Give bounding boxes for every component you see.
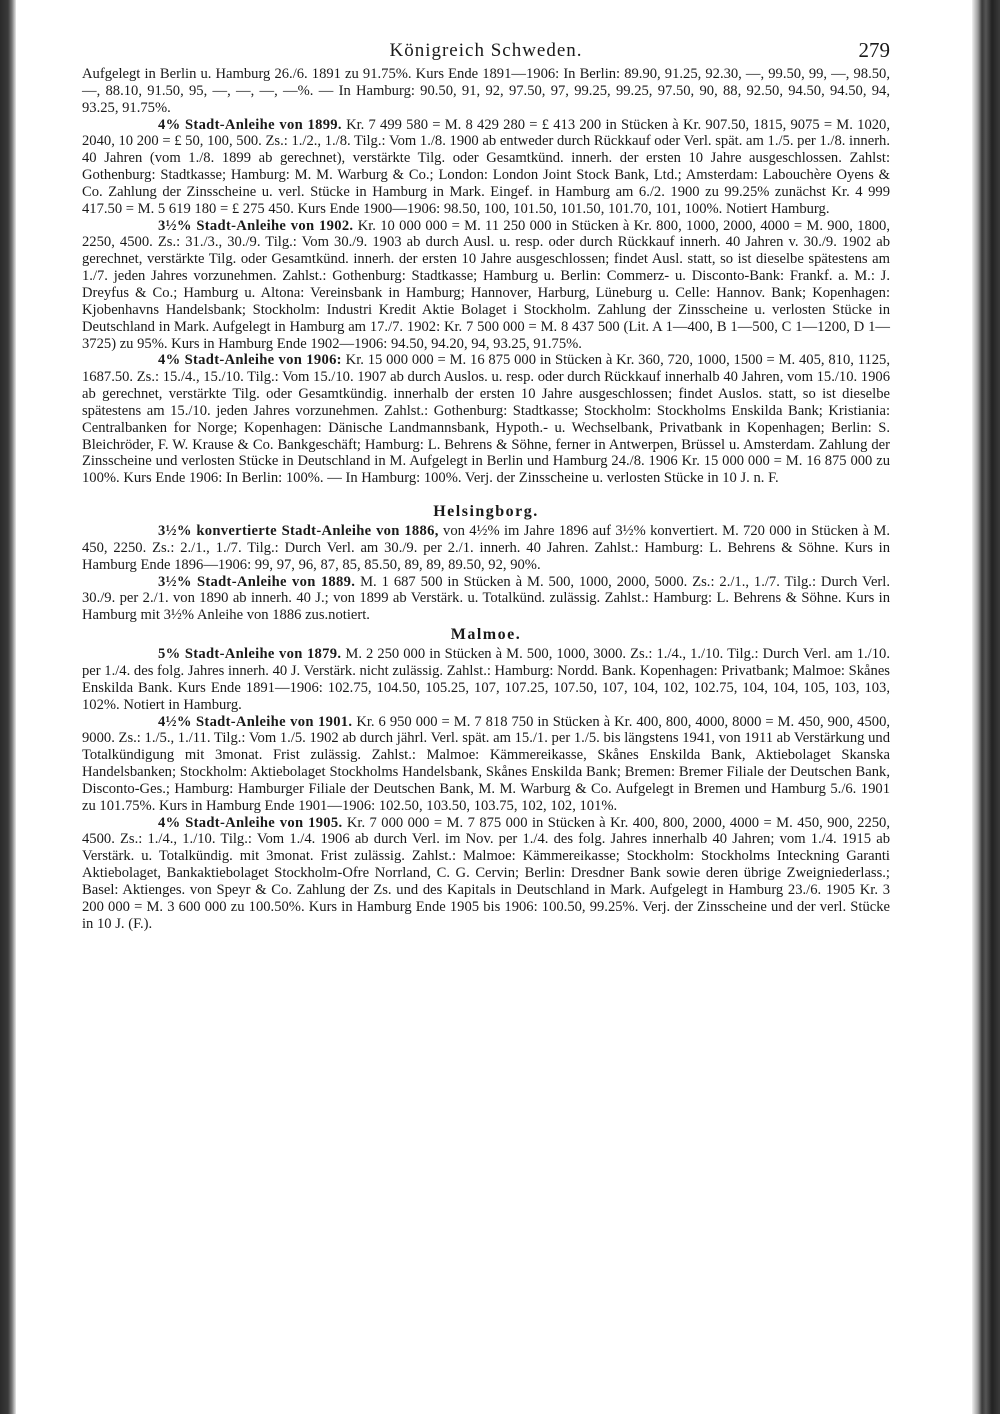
- entry-text: Kr. 10 000 000 = M. 11 250 000 in Stücken à Kr. 800, 1000, 2000, 4000 = M. 900, 1800, 2250, 4500. Zs.: 31./3., 30./9. Tilg.: Vom 30./9. 1903 ab durch Ausl. u. resp. oder durch Rückkauf innerh. 40 Jahren v. 30./9. 1902 ab gerechnet, verstärkte Tilg. oder Gesamtkünd. innerh. der ersten 10 Jahre ausgeschlossen; findet Ausl. statt, so ist dieselbe spätestens am 1./7. jeden Jahres vorzunehmen. Zahlst.: Gothenburg: Stadtkasse; Hamburg u. Berlin: Commerz- u. Disconto-Bank: Frankf. a. M.: J. Dreyfus & Co.; Hamburg u. Altona: Vereinsbank in Hamburg; Hannover, Harburg, Lüneburg u. Celle: Hannov. Bank; Kopenhagen: Kjobenhavns Handelsbank; Stockholm: Industri Kredit Aktie Bolaget i Stockholm. Zahlung der Zinsscheine u. verlosten Stücke in Deutschland in Mark. Aufgelegt in Hamburg am 17./7. 1902: Kr. 7 500 000 = M. 8 437 500 (Lit. A 1—400, B 1—500, C 1—1200, D 1—3725) zu 95%. Kurs in Hamburg Ende 1902—1906: 94.50, 94.20, 94, 93.25, 91.75%.: [82, 217, 890, 352]
- entry-title: 3½% konvertierte Stadt-Anleihe von 1886,: [158, 523, 439, 540]
- entry-title: 4% Stadt-Anleihe von 1899.: [158, 116, 342, 133]
- entry-stadt-anleihe-1906: [82, 352, 890, 487]
- entry-helsingborg-1886: [82, 523, 890, 574]
- entry-text: Kr. 6 950 000 = M. 7 818 750 in Stücken à Kr. 400, 800, 4000, 8000 = M. 450, 900, 4500, 9000. Zs.: 1./5., 1./11. Tilg.: Vom 1./5. 1902 ab durch jährl. Verl. spät. am 15./1. per 1./5. bis längstens 1941, von 1911 ab Verstärkung und Totalkündigung mit 3monat. Frist zulässig. Zahlst.: Malmoe: Kämmereikasse, Skånes Enskilda Bank, Aktiebolaget Skanska Handelsbanken; Stockholm: Aktiebolaget Stockholms Handelsbank, Skånes Enskilda Bank; Bremen: Bremer Filiale der Deutschen Bank, Disconto-Ges.; Hamburg: Hamburger Filiale der Deutschen Bank, M. M. Warburg & Co. Aufgelegt in Bremen und Hamburg 5./6. 1901 zu 101.75%. Kurs in Hamburg Ende 1901—1906: 102.50, 103.50, 103.75, 102, 102, 101%.: [82, 713, 891, 814]
- intro-paragraph: Aufgelegt in Berlin u. Hamburg 26./6. 1891 zu 91.75%. Kurs Ende 1891—1906: In Berlin: 89.90, 91.25, 92.30, —, 99.50, 99, —, 98.50, —, 88.10, 91.50, 95, —, —, —, —%. — In Hamburg: 90.50, 91, 92, 97.50, 97, 99.25, 99.25, 97.50, 90, 88, 92.50, 94.50, 94.50, 94, 93.25, 91.75%.: [82, 66, 890, 116]
- entry-title: 4% Stadt-Anleihe von 1905.: [158, 814, 343, 831]
- section-heading-helsingborg: Helsingborg.: [433, 503, 539, 521]
- entry-title: 3½% Stadt-Anleihe von 1889.: [158, 573, 356, 590]
- scan-edge-left: [0, 0, 16, 1414]
- entry-text: M. 1 687 500 in Stücken à M. 500, 1000, 2000, 5000. Zs.: 2./1., 1./7. Tilg.: Durch Verl. 30./9. per 2./1. von 1890 ab innerh. 40 J.; von 1899 ab Verstärk. u. Totalkünd. zulässig. Zahlst.: Hamburg: L. Behrens & Söhne. Kurs in Hamburg mit 3½% Anleihe von 1886 zus.notiert.: [82, 573, 890, 624]
- document-page: [82, 36, 890, 933]
- entry-malmoe-1901: [82, 714, 890, 815]
- entry-text: Kr. 15 000 000 = M. 16 875 000 in Stücken à Kr. 360, 720, 1000, 1500 = M. 405, 810, 1125, 1687.50. Zs.: 15./4., 15./10. Tilg.: Vom 15./10. 1907 ab durch Auslos. u. resp. oder durch Rückkauf innerhalb 40 Jahren, vom 15./10. 1906 ab gerechnet, verstärkte Tilg. oder Gesamtkündig. innerhalb der ersten 10 Jahre ausgeschlossen; findet Auslos. statt, so ist dieselbe spätestens am 15./10. jeden Jahres vorzunehmen. Zahlst.: Gothenburg: Stadtkasse; Stockholm: Stockholms Enskilda Bank; Kristiania: Centralbanken for Norge; Kopenhagen: Dänische Landmannsbank, Hypoth.- u. Wechselbank, Privatbank in Kopenhagen; Berlin: S. Bleichröder, F. W. Krause & Co. Bankgeschäft; Hamburg: L. Behrens & Söhne, ferner in Antwerpen, Brüssel u. Amsterdam. Zahlung der Zinsscheine und verlosten Stücke in Deutschland in M. Aufgelegt in Berlin und Hamburg 24./8. 1906 Kr. 15 000 000 = M. 16 875 000 zu 100%. Kurs Ende 1906: In Berlin: 100%. — In Hamburg: 100%. Verj. der Zinsscheine u. verlosten Stücke in 10 J. n. F.: [82, 352, 891, 487]
- entry-title: 3½% Stadt-Anleihe von 1902.: [158, 217, 354, 234]
- entry-title: 4½% Stadt-Anleihe von 1901.: [158, 713, 353, 730]
- entry-text: M. 2 250 000 in Stücken à M. 500, 1000, 3000. Zs.: 1./4., 1./10. Tilg.: Durch Verl. am 1./10. per 1./4. des folg. Jahres innerh. 40 J. Verstärk. nicht zulässig. Zahlst.: Hamburg: Nordd. Bank. Kopenhagen: Privatbank; Malmoe: Skånes Enskilda Bank. Kurs Ende 1891—1906: 102.75, 104.50, 105.25, 107, 107.25, 107.50, 107, 104, 102, 102.75, 104, 104, 105, 103, 103, 102%. Notiert in Hamburg.: [82, 646, 890, 713]
- entry-text: Kr. 7 000 000 = M. 7 875 000 in Stücken à Kr. 400, 800, 2000, 4000 = M. 450, 900, 2250, 4500. Zs.: 1./4., 1./10. Tilg.: Vom 1./4. 1906 ab durch Verl. im Nov. per 1./4. des folg. Jahres innerhalb 40 Jahren; vom 1./4. 1915 ab Verstärk. u. Totalkündig. mit 3monat. Frist zulässig. Zahlst.: Malmoe: Kämmereikasse; Stockholm: Stockholms Inteckning Garanti Aktiebolaget, Bankaktiebolaget Stockholm-Ofre Norrland, C. G. Cervin; Berlin: Dresdner Bank sowie deren übrige Zweigniederlass.; Basel: Aktienges. von Speyr & Co. Zahlung der Zs. und des Kapitals in Deutschland in Mark. Aufgelegt in Hamburg 23./6. 1905 Kr. 3 200 000 = M. 3 600 000 zu 100.50%. Kurs in Hamburg Ende 1905 bis 1906: 100.50, 99.25%. Verj. der Zinsscheine und der verl. Stücke in 10 J. (F.).: [82, 814, 890, 932]
- page-header-title: Königreich Schweden.: [389, 40, 583, 61]
- entry-stadt-anleihe-1899: [82, 117, 890, 218]
- page-number: 279: [858, 38, 890, 62]
- scan-edge-right: [972, 0, 1000, 1414]
- entry-helsingborg-1889: [82, 574, 890, 625]
- entry-malmoe-1879: [82, 646, 890, 713]
- section-heading-malmoe: Malmoe.: [450, 626, 522, 644]
- entry-malmoe-1905: [82, 815, 890, 933]
- entry-title: 4% Stadt-Anleihe von 1906:: [158, 352, 342, 369]
- entry-text: Kr. 7 499 580 = M. 8 429 280 = £ 413 200 in Stücken à Kr. 907.50, 1815, 9075 = M. 1020, 2040, 10 200 = £ 50, 100, 500. Zs.: 1./2., 1./8. Tilg.: Vom 1./8. 1900 ab entweder durch Rückkauf oder Verl. spät. am 1./5. per 1./8. innerh. 40 Jahren (vom 1./8. 1899 ab gerechnet), verstärkte Tilg. oder Gesamtkünd. innerh. der ersten 10 Jahre ausgeschlossen. Zahlst: Gothenburg: Stadtkasse; Hamburg: M. M. Warburg & Co.; London: London Joint Stock Bank, Ltd.; Amsterdam: Labouchère Oyens & Co. Zahlung der Zinsscheine u. verl. Stücke in Hamburg in Mark. Eingef. in Hamburg am 6./2. 1900 zu 99.25% zunächst Kr. 4 999 417.50 = M. 5 619 180 = £ 275 450. Kurs Ende 1900—1906: 98.50, 100, 101.50, 101.50, 101.70, 101, 100%. Notiert Hamburg.: [82, 116, 890, 217]
- entry-title: 5% Stadt-Anleihe von 1879.: [158, 646, 342, 663]
- entry-text: von 4½% im Jahre 1896 auf 3½% konvertiert. M. 720 000 in Stücken à M. 450, 2250. Zs.: 2./1., 1./7. Tilg.: Durch Verl. am 30./9. per 2./1. innerh. 40 Jahren. Zahlst.: Hamburg: L. Behrens & Söhne. Kurs in Hamburg Ende 1896—1906: 99, 97, 96, 87, 85, 85.50, 89, 89, 89.50, 92, 90%.: [82, 523, 890, 573]
- running-head: [82, 36, 890, 66]
- entry-stadt-anleihe-1902: [82, 218, 890, 353]
